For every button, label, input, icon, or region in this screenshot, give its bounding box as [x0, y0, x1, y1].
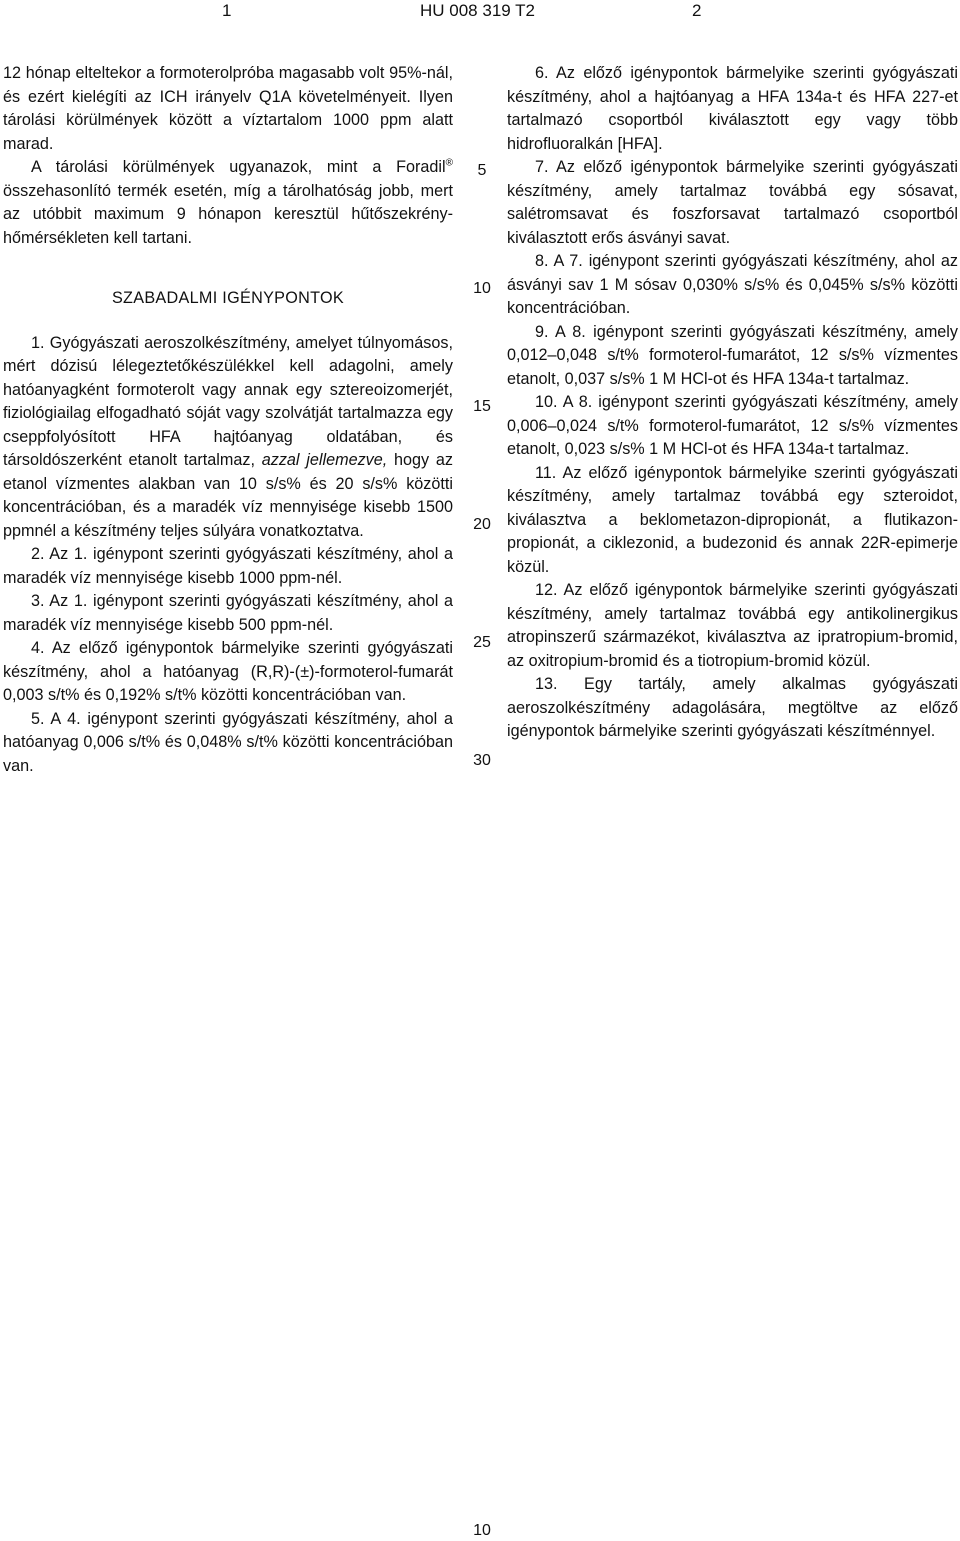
page-header [0, 0, 960, 30]
storage-text-a: A tárolási körülmények ugyanazok, mint a Foradil [31, 158, 446, 176]
claim-1-text-a: 1. Gyógyászati aeroszolkészítmény, amelyet túlnyomásos, mért dózisú lélegeztetőkészülékkel kell adagolni, amely hatóanyagként formoterolt vagy annak egy sztereoizomerjét, fiziológiailag elfogadható sóját vagy szolvátját tartalmazza egy cseppfolyósított HFA hajtóanyag oldatában, és társoldószerként etanolt tartalmaz, [3, 333, 453, 469]
claim-1 [3, 332, 453, 544]
claim-4: 4. Az előző igénypontok bármelyike szerinti gyógyászati készítmény, ahol a hatóanyag (R,R)-(±)-formoterol-fumarát 0,003 s/t% és 0,192% s/t% közötti koncentrációban van. [3, 639, 453, 704]
line-number-30: 30 [473, 752, 491, 769]
claim-10: 10. A 8. igénypont szerinti gyógyászati készítmény, amely 0,006–0,024 s/t% formoterol-fumarátot, 12 s/s% vízmentes etanolt, 0,023 s/s% 1 M HCl-ot és HFA 134a-t tartalmaz. [507, 393, 958, 458]
claim-12: 12. Az előző igénypontok bármelyike szerinti gyógyászati készítmény, amely tartalmaz továbbá egy antikolinergikus atropinszerű származékot, kiválasztva az ipratropium-bromid, az oxitropium-bromid és a tiotropium-bromid közül. [507, 581, 958, 670]
line-number-25: 25 [473, 634, 491, 651]
claim-1-text-b: hogy az etanol vízmentes alakban van 10 s/s% és 20 s/s% közötti koncentrációban, és a maradék víz mennyisége kisebb 1500 ppmnél a készítmény teljes súlyára vonatkoztatva. [3, 451, 453, 540]
claim-9: 9. A 8. igénypont szerinti gyógyászati készítmény, amely 0,012–0,048 s/t% formoterol-fumarátot, 12 s/s% vízmentes etanolt, 0,037 s/s% 1 M HCl-ot és HFA 134a-t tartalmaz. [507, 322, 958, 388]
claim-8: 8. A 7. igénypont szerinti gyógyászati készítmény, ahol az ásványi sav 1 M sósav 0,030% s/s% és 0,045% s/s% közötti koncentrációban. [507, 252, 958, 317]
line-number-5: 5 [477, 162, 487, 179]
line-number-10: 10 [473, 280, 491, 297]
header-document-id: HU 008 319 T2 [420, 1, 535, 20]
right-column [507, 62, 958, 744]
claim-3: 3. Az 1. igénypont szerinti gyógyászati készítmény, ahol a maradék víz mennyisége kisebb 500 ppm-nél. [3, 592, 453, 634]
claim-11: 11. Az előző igénypontok bármelyike szerinti gyógyászati készítmény, amely tartalmaz továbbá egy szteroidot, kiválasztva a beklometazon-dipropionát, a flutikazon-propionát, a ciklezonid, a budezonid és annak 22R-epimerje közül. [507, 463, 958, 576]
claim-1-characterizing-phrase: azzal jellemezve, [261, 451, 388, 469]
line-number-20: 20 [473, 516, 491, 533]
storage-text-b: összehasonlító termék esetén, míg a tárolhatóság jobb, mert az utóbbit maximum 9 hónapon keresztül hűtőszekrény-hőmérsékleten kell tartani. [3, 181, 453, 247]
claim-2: 2. Az 1. igénypont szerinti gyógyászati készítmény, ahol a maradék víz mennyisége kisebb 1000 ppm-nél. [3, 545, 453, 587]
paragraph-storage-comparison [3, 156, 453, 250]
left-column [3, 62, 453, 778]
footer-page-number: 10 [473, 1522, 491, 1539]
claim-13: 13. Egy tartály, amely alkalmas gyógyászati aeroszolkészítmény adagolására, megtöltve az előző igénypontok bármelyike szerinti gyógyászati készítménnyel. [507, 675, 958, 740]
registered-mark: ® [445, 157, 453, 169]
claim-6: 6. Az előző igénypontok bármelyike szerinti gyógyászati készítmény, ahol a hajtóanyag a HFA 134a-t és HFA 227-et tartalmazó csoportból kiválasztott egy vagy több hidrofluoralkán [HFA]. [507, 64, 958, 153]
header-right-column-number: 2 [692, 1, 702, 20]
header-left-column-number: 1 [222, 1, 232, 20]
line-number-15: 15 [473, 398, 491, 415]
claim-7: 7. Az előző igénypontok bármelyike szerinti gyógyászati készítmény, amely tartalmaz továbbá egy sósavat, salétromsavat és foszforsavat tartalmazó csoportból kiválasztott erős ásványi savat. [507, 158, 958, 247]
paragraph-stability-result: 12 hónap elteltekor a formoterolpróba magasabb volt 95%-nál, és ezért kielégíti az ICH irányelv Q1A követelményeit. Ilyen tárolási körülmények között a víztartalom 1000 ppm alatt marad. [3, 64, 453, 153]
claims-heading: SZABADALMI IGÉNYPONTOK [111, 289, 345, 307]
claim-5: 5. A 4. igénypont szerinti gyógyászati készítmény, ahol a hatóanyag 0,006 s/t% és 0,048% s/t% közötti koncentrációban van. [3, 709, 453, 775]
